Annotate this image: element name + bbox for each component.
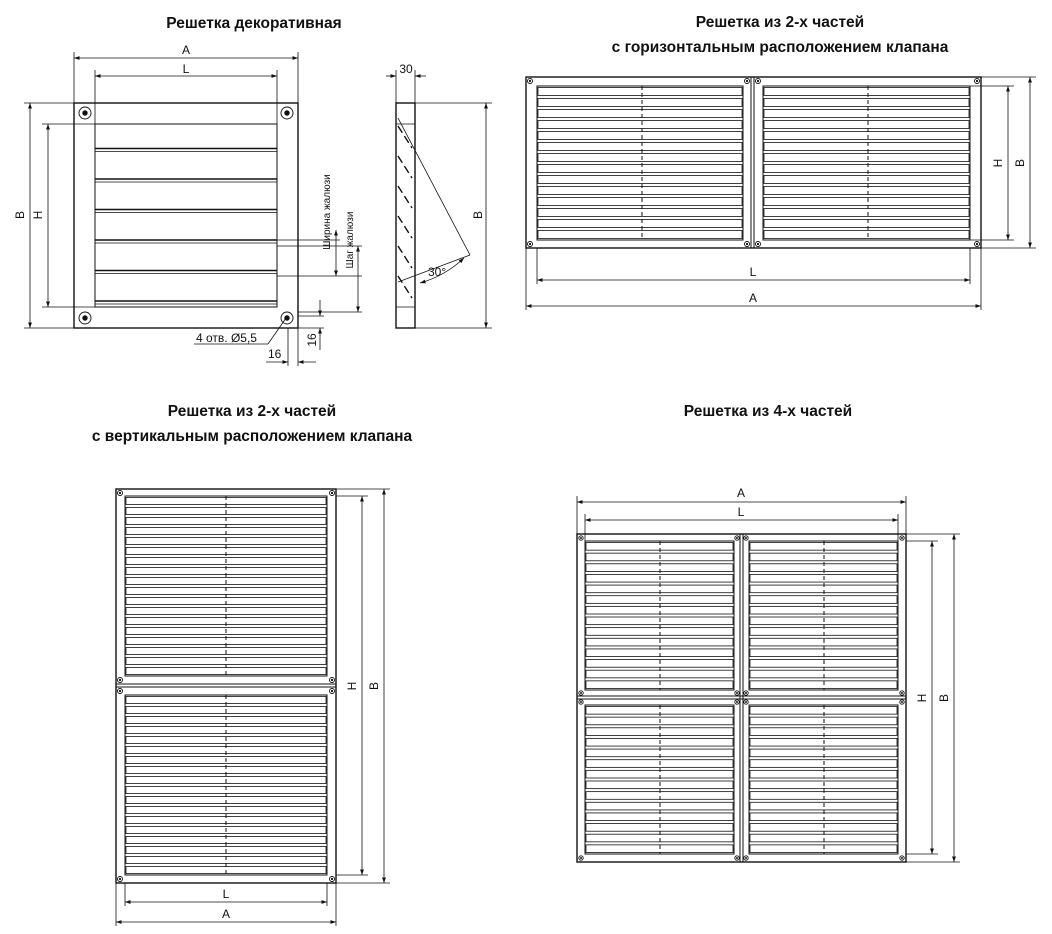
louver-slat xyxy=(764,165,969,173)
louver-slat xyxy=(538,121,742,129)
generated-details xyxy=(79,79,980,882)
mounting-hole xyxy=(901,692,903,694)
mounting-hole xyxy=(746,80,748,82)
mounting-hole xyxy=(757,80,759,82)
mounting-hole xyxy=(580,701,582,703)
mounting-hole xyxy=(580,857,582,859)
side-louver xyxy=(398,216,412,238)
louver-slat xyxy=(538,165,742,173)
mounting-hole xyxy=(119,878,121,880)
louver-slat xyxy=(538,187,742,195)
mounting-hole xyxy=(736,537,738,539)
mounting-hole xyxy=(745,537,747,539)
mounting-hole xyxy=(746,243,748,245)
mounting-hole xyxy=(901,701,903,703)
panel2-dim-L: L xyxy=(749,265,757,279)
panel2-dimensions xyxy=(526,77,1036,310)
louver-slat xyxy=(764,99,969,107)
panel3-title-line2: с вертикальным расположением клапана xyxy=(91,428,413,445)
louver-slat xyxy=(764,198,969,206)
panel-four-part xyxy=(577,403,960,862)
louver-slat xyxy=(538,143,742,151)
mounting-hole xyxy=(529,243,531,245)
panel4-title: Решетка из 4-х частей xyxy=(683,403,853,420)
panel1-angle: 30° xyxy=(428,265,447,279)
louver-slat xyxy=(764,121,969,129)
mounting-hole xyxy=(901,537,903,539)
louver-slat xyxy=(538,99,742,107)
panel1-dim-L: L xyxy=(182,62,190,76)
mounting-hole xyxy=(580,537,582,539)
louver-slat xyxy=(764,209,969,217)
mounting-hole xyxy=(119,679,121,681)
panel2-grille-body xyxy=(526,77,981,248)
louver-slat xyxy=(538,209,742,217)
mounting-hole xyxy=(331,492,333,494)
louver-slat xyxy=(764,132,969,140)
mounting-hole xyxy=(976,243,978,245)
panel-two-part-horizontal xyxy=(526,14,1036,310)
louver-slat xyxy=(764,154,969,162)
louver-slat xyxy=(764,231,969,239)
panel3-dim-H: H xyxy=(345,681,359,691)
mounting-hole xyxy=(331,878,333,880)
panel1-louver-step: Шаг жалюзи xyxy=(345,211,356,269)
mounting-hole xyxy=(976,80,978,82)
panel4-dimensions xyxy=(577,496,960,862)
panel1-dim-depth: 30 xyxy=(399,62,413,76)
mounting-hole xyxy=(82,110,87,115)
panel2-title-line2: с горизонтальным расположением клапана xyxy=(611,39,949,56)
mounting-hole xyxy=(745,701,747,703)
panel4-dim-A: A xyxy=(736,486,746,500)
mounting-hole xyxy=(901,857,903,859)
mounting-hole xyxy=(331,679,333,681)
mounting-hole xyxy=(284,110,289,115)
louver-slat xyxy=(764,110,969,118)
mounting-hole xyxy=(119,492,121,494)
mounting-hole xyxy=(82,315,87,320)
side-louver xyxy=(398,246,412,268)
panel2-dim-B: B xyxy=(1013,158,1027,168)
panel1-title: Решетка декоративная xyxy=(166,15,342,32)
panel4-dim-B: B xyxy=(937,693,951,703)
louver-slat xyxy=(764,220,969,228)
mounting-hole xyxy=(745,692,747,694)
louver-slat xyxy=(538,220,742,228)
louver-slat xyxy=(764,88,969,96)
mounting-hole xyxy=(736,701,738,703)
louver-slat xyxy=(538,110,742,118)
louver-slat xyxy=(538,198,742,206)
louver-slat xyxy=(538,132,742,140)
panel2-dim-A: A xyxy=(748,291,758,305)
louver-slat xyxy=(764,176,969,184)
panel1-dim-B: B xyxy=(13,210,27,220)
side-louver xyxy=(398,156,412,178)
louver-slat xyxy=(764,187,969,195)
side-louver xyxy=(398,186,412,208)
panel1-front-view xyxy=(74,103,298,328)
mounting-hole xyxy=(119,690,121,692)
panel2-title-line1: Решетка из 2-х частей xyxy=(695,14,865,31)
mounting-hole xyxy=(736,692,738,694)
panel1-dim-B-side: B xyxy=(471,210,485,220)
panel1-holes-label: 4 отв. Ø5,5 xyxy=(196,331,257,345)
panel2-dim-H: H xyxy=(991,158,1005,168)
mounting-hole xyxy=(757,243,759,245)
panel1-side-dimensions xyxy=(386,70,492,328)
louver-slat xyxy=(538,176,742,184)
panel3-title-line1: Решетка из 2-х частей xyxy=(167,403,337,420)
panel1-hole-dy: 16 xyxy=(305,333,319,347)
panel3-dim-A: A xyxy=(221,907,231,921)
mounting-hole xyxy=(745,857,747,859)
panel3-dim-B: B xyxy=(367,681,381,691)
panel4-dim-H: H xyxy=(915,693,929,703)
louver-slat xyxy=(538,88,742,96)
side-louver xyxy=(398,126,412,148)
panel3-dim-L: L xyxy=(222,887,230,901)
panel4-dim-L: L xyxy=(737,505,745,519)
panel-decorative-grille xyxy=(13,15,492,366)
louver-slat xyxy=(538,154,742,162)
panel1-dim-A: A xyxy=(181,43,191,57)
panel1-dim-H: H xyxy=(31,210,45,220)
mounting-hole xyxy=(736,857,738,859)
mounting-hole xyxy=(529,80,531,82)
mounting-hole xyxy=(580,692,582,694)
mounting-hole xyxy=(331,690,333,692)
panel1-hole-dx: 16 xyxy=(268,347,282,361)
panel1-louver-width: Ширина жалюзи xyxy=(322,174,333,250)
mounting-hole xyxy=(284,315,289,320)
louver-slat xyxy=(538,231,742,239)
louver-slat xyxy=(764,143,969,151)
